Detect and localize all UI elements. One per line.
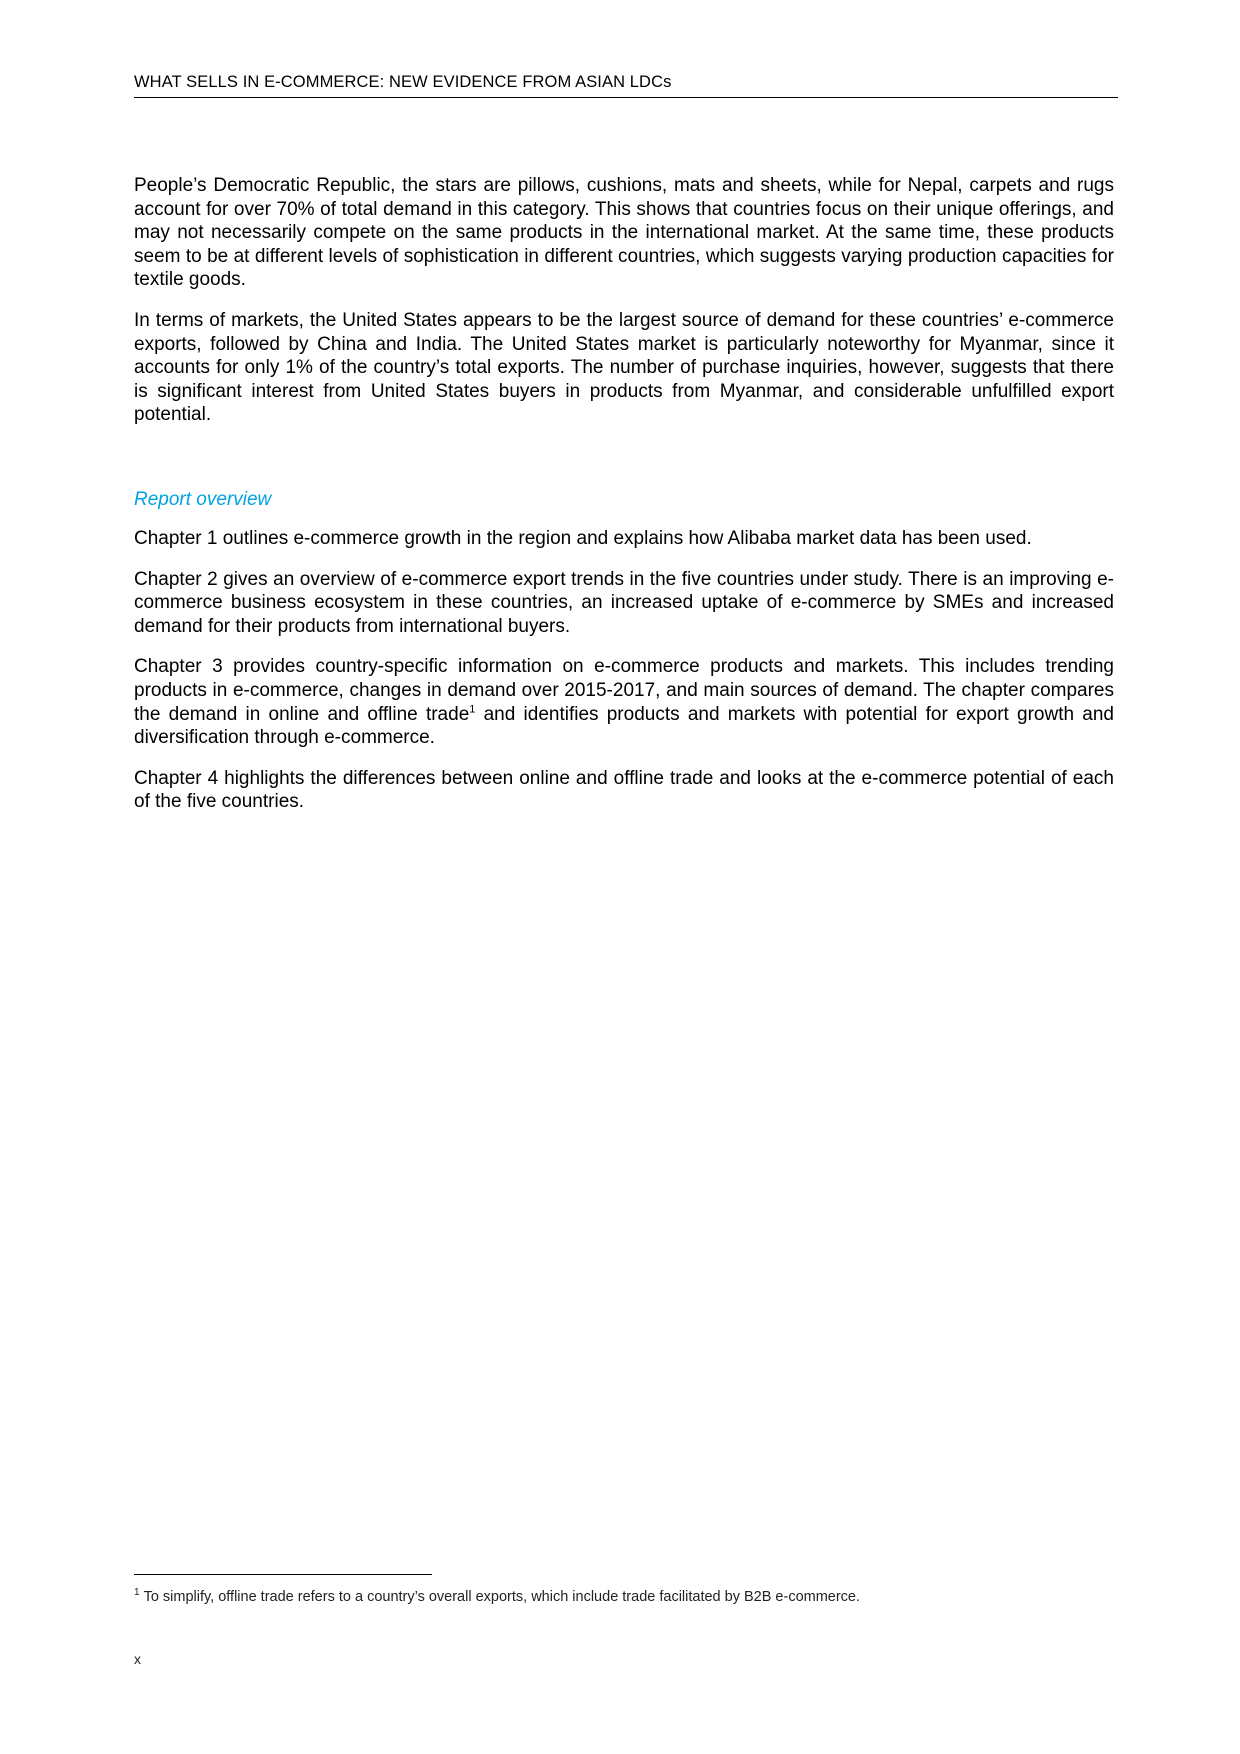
chapter-3-summary [134, 655, 1114, 749]
footnote-marker: 1 [134, 1587, 140, 1599]
chapter-4-summary: Chapter 4 highlights the differences between online and offline trade and looks at the e-commerce potential of each of the five countries. [134, 767, 1114, 813]
body-paragraph-2: In terms of markets, the United States appears to be the largest source of demand for these countries’ e-commerce exports, followed by China and India. The United States market is particularly noteworthy for Myanmar, since it accounts for only 1% of the country’s total exports. The number of purchase inquiries, however, suggests that there is significant interest from United States buyers in products from Myanmar, and considerable unfulfilled export potential. [134, 309, 1114, 426]
report-overview-heading: Report overview [134, 488, 272, 510]
chapter-3-text-part-2: and identifies products and markets with potential for export growth and diversification through e-commerce. [134, 703, 1114, 749]
footnote-1 [134, 1588, 1114, 1606]
body-paragraph-1: People’s Democratic Republic, the stars are pillows, cushions, mats and sheets, while for Nepal, carpets and rugs account for over 70% of total demand in this category. This shows that countries focus on their unique offerings, and may not necessarily compete on the same products in the international market. At the same time, these products seem to be at different levels of sophistication in different countries, which suggests varying production capacities for textile goods. [134, 175, 1114, 291]
running-header [134, 72, 1118, 98]
running-header-title: WHAT SELLS IN E-COMMERCE: NEW EVIDENCE FROM ASIAN LDCs [134, 73, 672, 91]
chapter-3-text-part-1: Chapter 3 provides country-specific information on e-commerce products and markets. This includes trending products in e-commerce, changes in demand over 2015-2017, and main sources of demand. The chapter compares the demand in online and offline trade [134, 656, 1114, 725]
page-number: x [134, 1651, 141, 1667]
footnote-text: To simplify, offline trade refers to a country’s overall exports, which include trade facilitated by B2B e-commerce. [143, 1589, 861, 1605]
footnote-separator [134, 1574, 432, 1575]
chapter-2-summary: Chapter 2 gives an overview of e-commerce export trends in the five countries under study. There is an improving e-commerce business ecosystem in these countries, an increased uptake of e-commerce by SMEs and increased demand for their products from international buyers. [134, 568, 1114, 637]
main-content [134, 174, 1114, 831]
chapter-1-summary: Chapter 1 outlines e-commerce growth in the region and explains how Alibaba market data has been used. [134, 527, 1032, 549]
footnote-reference-1[interactable]: 1 [469, 703, 476, 716]
